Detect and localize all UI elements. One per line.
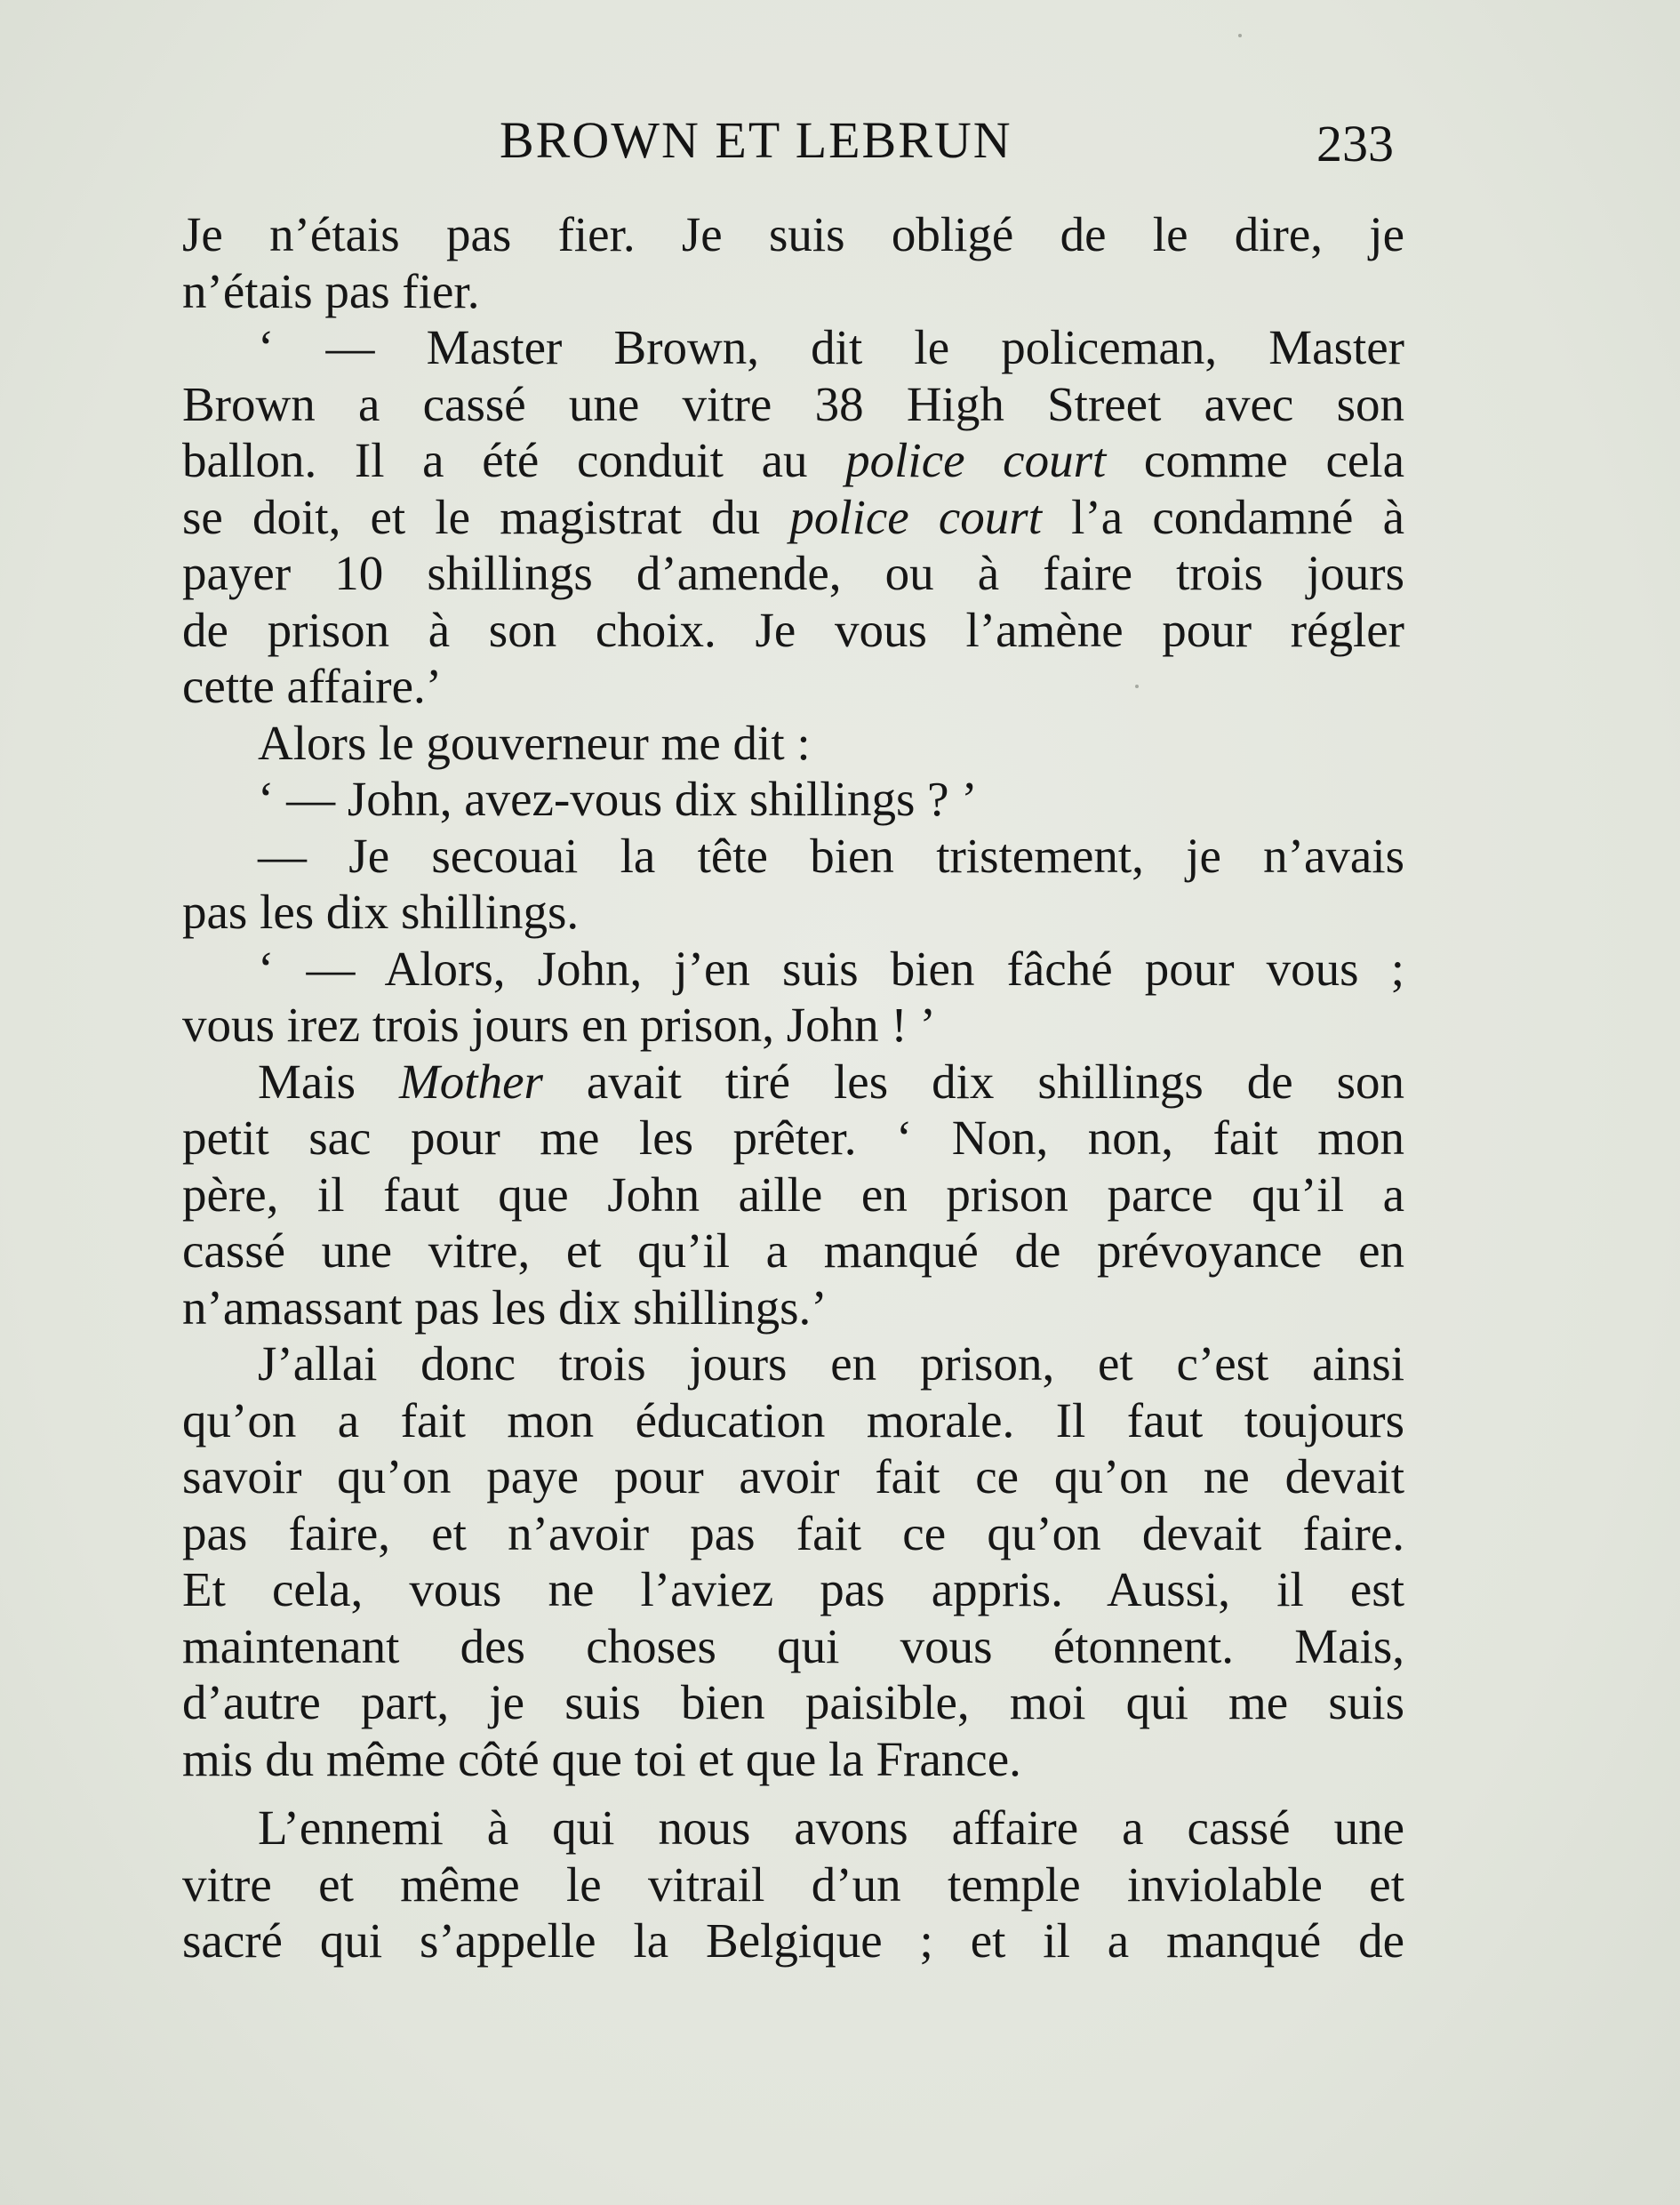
text-line-content: se doit, et le magistrat du <box>182 489 790 544</box>
text-line <box>182 602 1404 659</box>
text-line-content: cassé une vitre, et qu’il a manqué de prévoyance en <box>182 1223 1404 1278</box>
text-line <box>182 658 1404 715</box>
text-line <box>182 1618 1404 1675</box>
text-line-content: n’étais pas fier. <box>182 263 480 318</box>
text-line-content: — Je secouai la tête bien tristement, je n’avais <box>258 828 1404 883</box>
italic-phrase: police court <box>845 433 1107 487</box>
text-line-content: mis du même côté que toi et que la France. <box>182 1731 1021 1786</box>
text-line-content: J’allai donc trois jours en prison, et c’est ainsi <box>258 1336 1404 1391</box>
text-line-content: avait tiré les dix shillings de son <box>542 1054 1405 1109</box>
text-line <box>182 545 1404 602</box>
text-line <box>182 884 1404 941</box>
text-line-content: savoir qu’on paye pour avoir fait ce qu’on ne devait <box>182 1449 1404 1503</box>
text-line <box>182 715 1404 772</box>
text-line-content: père, il faut que John aille en prison parce qu’il a <box>182 1167 1404 1222</box>
text-line-content: pas faire, et n’avoir pas fait ce qu’on devait faire. <box>182 1505 1404 1560</box>
text-line <box>182 376 1404 433</box>
page-number: 233 <box>1316 115 1394 172</box>
text-line <box>182 1674 1404 1731</box>
text-line-content: L’ennemi à qui nous avons affaire a cassé une <box>258 1800 1404 1855</box>
text-line <box>182 771 1404 828</box>
text-line-content: ballon. Il a été conduit au <box>182 433 846 487</box>
running-title: BROWN ET LEBRUN <box>500 111 1012 169</box>
text-line <box>182 997 1404 1054</box>
text-line-content: ‘ — John, avez-vous dix shillings ? ’ <box>258 772 978 826</box>
italic-phrase: Mother <box>398 1054 543 1109</box>
text-line <box>182 319 1404 376</box>
text-line-content: ‘ — Master Brown, dit le policeman, Master <box>258 320 1404 374</box>
text-line-content: sacré qui s’appelle la Belgique ; et il a manqué de <box>182 1913 1404 1968</box>
text-line <box>182 1054 1404 1111</box>
text-line <box>182 1800 1404 1856</box>
text-line-content: comme cela <box>1106 433 1404 487</box>
text-line <box>182 1279 1404 1336</box>
text-line <box>182 1731 1404 1788</box>
text-line-content: de prison à son choix. Je vous l’amène pour régler <box>182 602 1404 657</box>
text-line-content: vitre et même le vitrail d’un temple inviolable et <box>182 1856 1404 1912</box>
text-line <box>182 941 1404 998</box>
text-line-content: payer 10 shillings d’amende, ou à faire trois jours <box>182 546 1404 600</box>
text-line <box>182 1856 1404 1913</box>
text-line <box>182 1335 1404 1392</box>
text-line-content: Je n’étais pas fier. Je suis obligé de le dire, je <box>182 207 1404 261</box>
paper-speck <box>1238 34 1242 37</box>
text-line-content: qu’on a fait mon éducation morale. Il faut toujours <box>182 1392 1404 1447</box>
page-header <box>182 105 1404 176</box>
text-line <box>182 1110 1404 1167</box>
text-line <box>182 206 1404 263</box>
text-line-content: d’autre part, je suis bien paisible, moi qui me suis <box>182 1675 1404 1729</box>
text-line-content: cette affaire.’ <box>182 659 443 713</box>
text-line <box>182 489 1404 546</box>
text-line <box>182 1167 1404 1223</box>
text-line-content: Et cela, vous ne l’aviez pas appris. Aussi, il est <box>182 1562 1404 1616</box>
text-line <box>182 263 1404 320</box>
text-line-content: pas les dix shillings. <box>182 885 580 939</box>
text-line <box>182 828 1404 885</box>
text-line <box>182 1561 1404 1618</box>
paper-speck <box>1135 685 1139 688</box>
text-line-content: Mais <box>258 1054 399 1109</box>
text-line <box>182 1505 1404 1562</box>
text-line-content: maintenant des choses qui vous étonnent. Mais, <box>182 1618 1404 1673</box>
text-line-content: Brown a cassé une vitre 38 High Street avec son <box>182 376 1404 431</box>
text-line <box>182 1912 1404 1969</box>
text-line-content: l’a condamné à <box>1041 489 1404 544</box>
text-line <box>182 1392 1404 1449</box>
body-text <box>182 206 1404 1969</box>
text-line-content: Alors le gouverneur me dit : <box>258 715 811 770</box>
text-line-content: n’amassant pas les dix shillings.’ <box>182 1279 828 1335</box>
text-line <box>182 1223 1404 1279</box>
text-line <box>182 432 1404 489</box>
text-line-content: petit sac pour me les prêter. ‘ Non, non, fait mon <box>182 1111 1404 1165</box>
text-line <box>182 1448 1404 1505</box>
text-line-content: vous irez trois jours en prison, John ! ’ <box>182 998 936 1052</box>
text-line-content: ‘ — Alors, John, j’en suis bien fâché pour vous ; <box>258 941 1404 996</box>
italic-phrase: police court <box>789 489 1042 544</box>
